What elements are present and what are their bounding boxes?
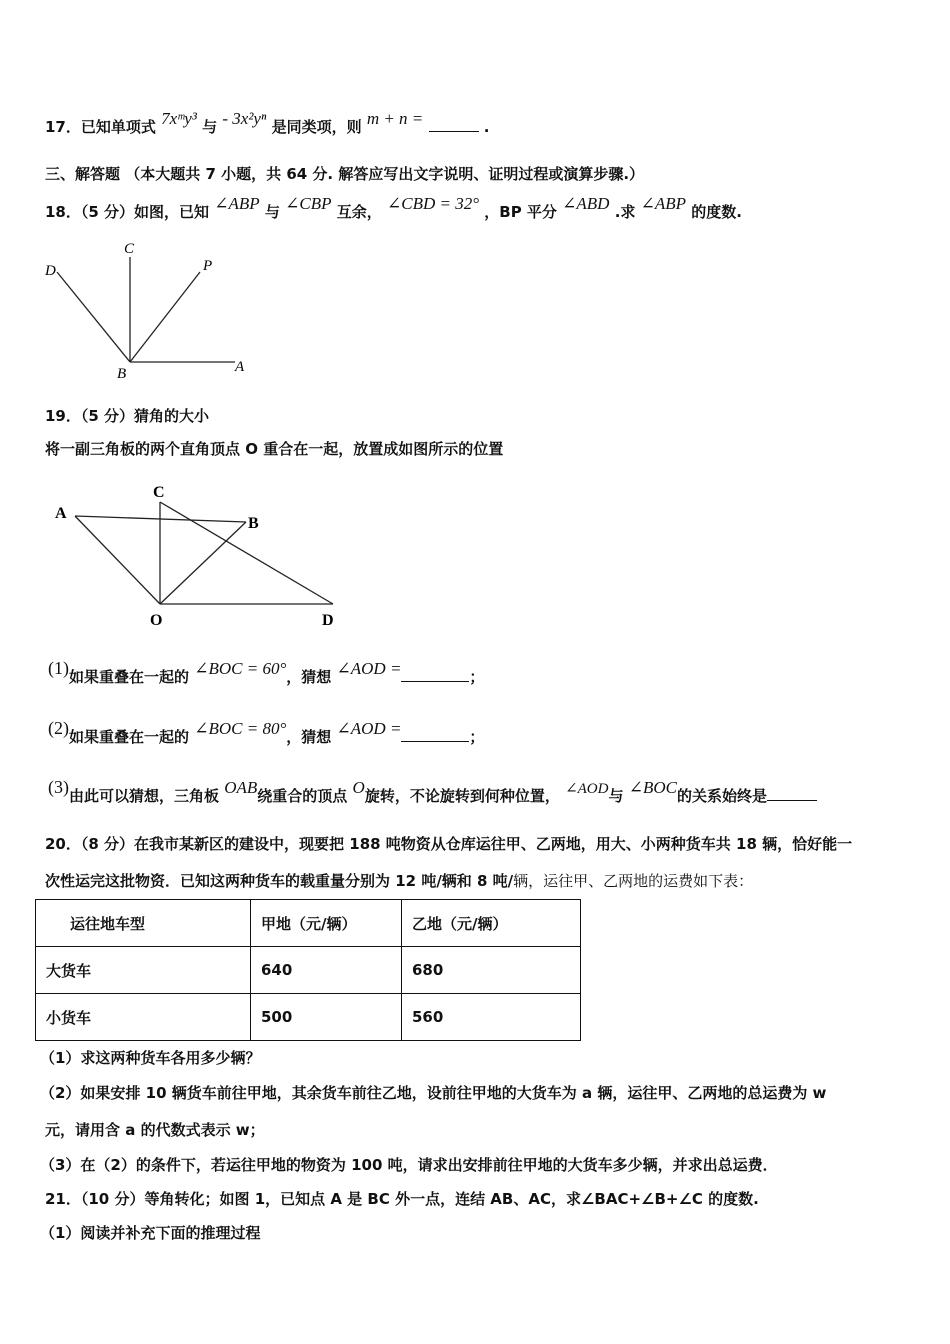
label-d: D: [45, 263, 56, 279]
q19-p1-angle-aod: ∠AOD =: [336, 659, 402, 678]
q18-text-2: 与: [264, 203, 280, 221]
q17-prefix: 17．已知单项式: [45, 118, 156, 136]
question-18: [45, 194, 742, 222]
q19-p2-angle-boc: ∠BOC = 80°: [194, 719, 287, 738]
q19-p2-answer-blank: [401, 741, 469, 742]
q19-p3-text-3: 旋转，不论旋转到何种位置，: [364, 787, 560, 805]
q20-line-2a: 次性运完这批物资．已知这两种货车的载重量分别为 12 吨/辆和 8 吨/: [45, 872, 514, 890]
label-d: D: [322, 612, 334, 629]
q18-text-6: 的度数.: [691, 203, 742, 221]
q17-and: 与: [202, 118, 218, 136]
table-cell: 大货车: [36, 947, 251, 994]
label-b: B: [248, 515, 259, 532]
q18-angle-cbp: ∠CBP: [285, 194, 332, 213]
q19-p3-text-2: 绕重合的顶点: [257, 787, 348, 805]
q20-sub-1: （1）求这两种货车各用多少辆？: [40, 1049, 261, 1067]
label-p: P: [203, 258, 213, 274]
q20-sub-2b: 元，请用含 a 的代数式表示 w；: [45, 1121, 265, 1139]
q18-text-1: 18．（5 分）如图，已知: [45, 203, 210, 221]
q19-p2-text-1: 如果重叠在一起的: [69, 728, 190, 746]
q17-end: .: [483, 118, 490, 136]
q19-p1-text-1: 如果重叠在一起的: [69, 668, 190, 686]
q19-p3-triangle-oab: OAB: [224, 778, 258, 797]
q19-p3-angle-aod: ∠AOD: [565, 781, 609, 797]
q19-p1-angle-boc: ∠BOC = 60°: [194, 659, 287, 678]
table-row: [36, 947, 581, 994]
segment-cd: [160, 502, 333, 604]
table-cell: 680: [402, 947, 581, 994]
q19-p1-answer-blank: [401, 681, 469, 682]
q19-p3-vertex-o: O: [352, 778, 365, 797]
q18-angle-abd: ∠ABD: [562, 194, 610, 213]
q18-text-5: .求: [614, 203, 636, 221]
q17-term1: 7xᵐy³: [161, 109, 197, 128]
q19-p2-end: ；: [469, 728, 485, 746]
ray-bd: [57, 272, 130, 362]
q19-p3-angle-boc: ∠BOC: [628, 778, 677, 797]
table-cell: 560: [402, 994, 581, 1041]
label-c: C: [124, 241, 135, 257]
segment-bo: [160, 522, 246, 604]
q18-angle-cbd: ∠CBD = 32°: [387, 194, 480, 213]
q20-line-2b: 辆，运往甲、乙两地的运费如下表：: [513, 872, 754, 890]
q19-part-2: [48, 718, 485, 747]
q18-angle-abp: ∠ABP: [214, 194, 260, 213]
q19-figure: [50, 478, 350, 633]
q20-sub-3: （3）在（2）的条件下，若运往甲地的物资为 100 吨，请求出安排前往甲地的大货车多少辆，并求出总运费．: [40, 1156, 778, 1174]
q19-p3-text-5: 的关系始终是: [676, 787, 767, 805]
q20-line-2: [45, 870, 753, 891]
q17-answer-blank: [429, 131, 479, 132]
q19-part-1: [48, 658, 485, 687]
table-header: 甲地（元/辆）: [251, 900, 402, 947]
q20-line-1: 20．（8 分）在我市某新区的建设中，现要把 188 吨物资从仓库运往甲、乙两地，用大、小两种货车共 18 辆，恰好能一: [45, 835, 853, 853]
section-heading: 三、解答题 （本大题共 7 小题，共 64 分. 解答应写出文字说明、证明过程或演算步骤.）: [45, 165, 645, 183]
label-b: B: [117, 366, 127, 382]
segment-ao: [75, 516, 160, 604]
q19-part-3: [48, 777, 817, 806]
q18-text-4: ，BP 平分: [484, 203, 557, 221]
q19-p3-answer-blank: [767, 800, 817, 801]
q19-p2-text-2: ，猜想: [286, 728, 332, 746]
q17-mid: 是同类项，则: [271, 118, 362, 136]
table-header-row: [36, 900, 581, 947]
q19-p1-text-2: ，猜想: [286, 668, 332, 686]
q21-line-1: 21．（10 分）等角转化；如图 1，已知点 A 是 BC 外一点，连结 AB、AC，求∠BAC+∠B+∠C 的度数.: [45, 1190, 759, 1208]
table-cell: 小货车: [36, 994, 251, 1041]
label-o: O: [150, 612, 163, 629]
q19-p1-number: (1): [48, 658, 69, 678]
q19-p2-number: (2): [48, 718, 69, 738]
table-cell: 640: [251, 947, 402, 994]
q18-figure: [40, 235, 260, 385]
q18-angle-abp-2: ∠ABP: [640, 194, 687, 213]
ray-bp: [130, 272, 200, 362]
label-a: A: [235, 359, 245, 375]
table-cell: 500: [251, 994, 402, 1041]
q21-sub-1: （1）阅读并补充下面的推理过程: [40, 1224, 261, 1242]
q19-p1-end: ；: [469, 668, 485, 686]
q19-p3-text-1: 由此可以猜想，三角板: [69, 787, 220, 805]
q17-term2: - 3x²yⁿ: [222, 109, 267, 128]
q19-intro: 将一副三角板的两个直角顶点 O 重合在一起，放置成如图所示的位置: [45, 440, 504, 458]
label-c: C: [153, 484, 165, 501]
table-row: [36, 994, 581, 1041]
q20-sub-2a: （2）如果安排 10 辆货车前往甲地，其余货车前往乙地，设前往甲地的大货车为 a 辆，运往甲、乙两地的总运费为 w: [40, 1084, 827, 1102]
table-header: 乙地（元/辆）: [402, 900, 581, 947]
label-a: A: [55, 505, 67, 522]
q19-p3-text-4: 与: [608, 787, 624, 805]
freight-cost-table: [35, 899, 581, 1041]
table-header: 运往地车型: [36, 900, 251, 947]
q19-p3-number: (3): [48, 777, 69, 797]
q19-p2-angle-aod: ∠AOD =: [336, 719, 402, 738]
q17-expr: m + n =: [366, 109, 424, 128]
question-17: [45, 109, 490, 137]
q19-title: 19．（5 分）猜角的大小: [45, 407, 210, 425]
q18-text-3: 互余，: [336, 203, 382, 221]
